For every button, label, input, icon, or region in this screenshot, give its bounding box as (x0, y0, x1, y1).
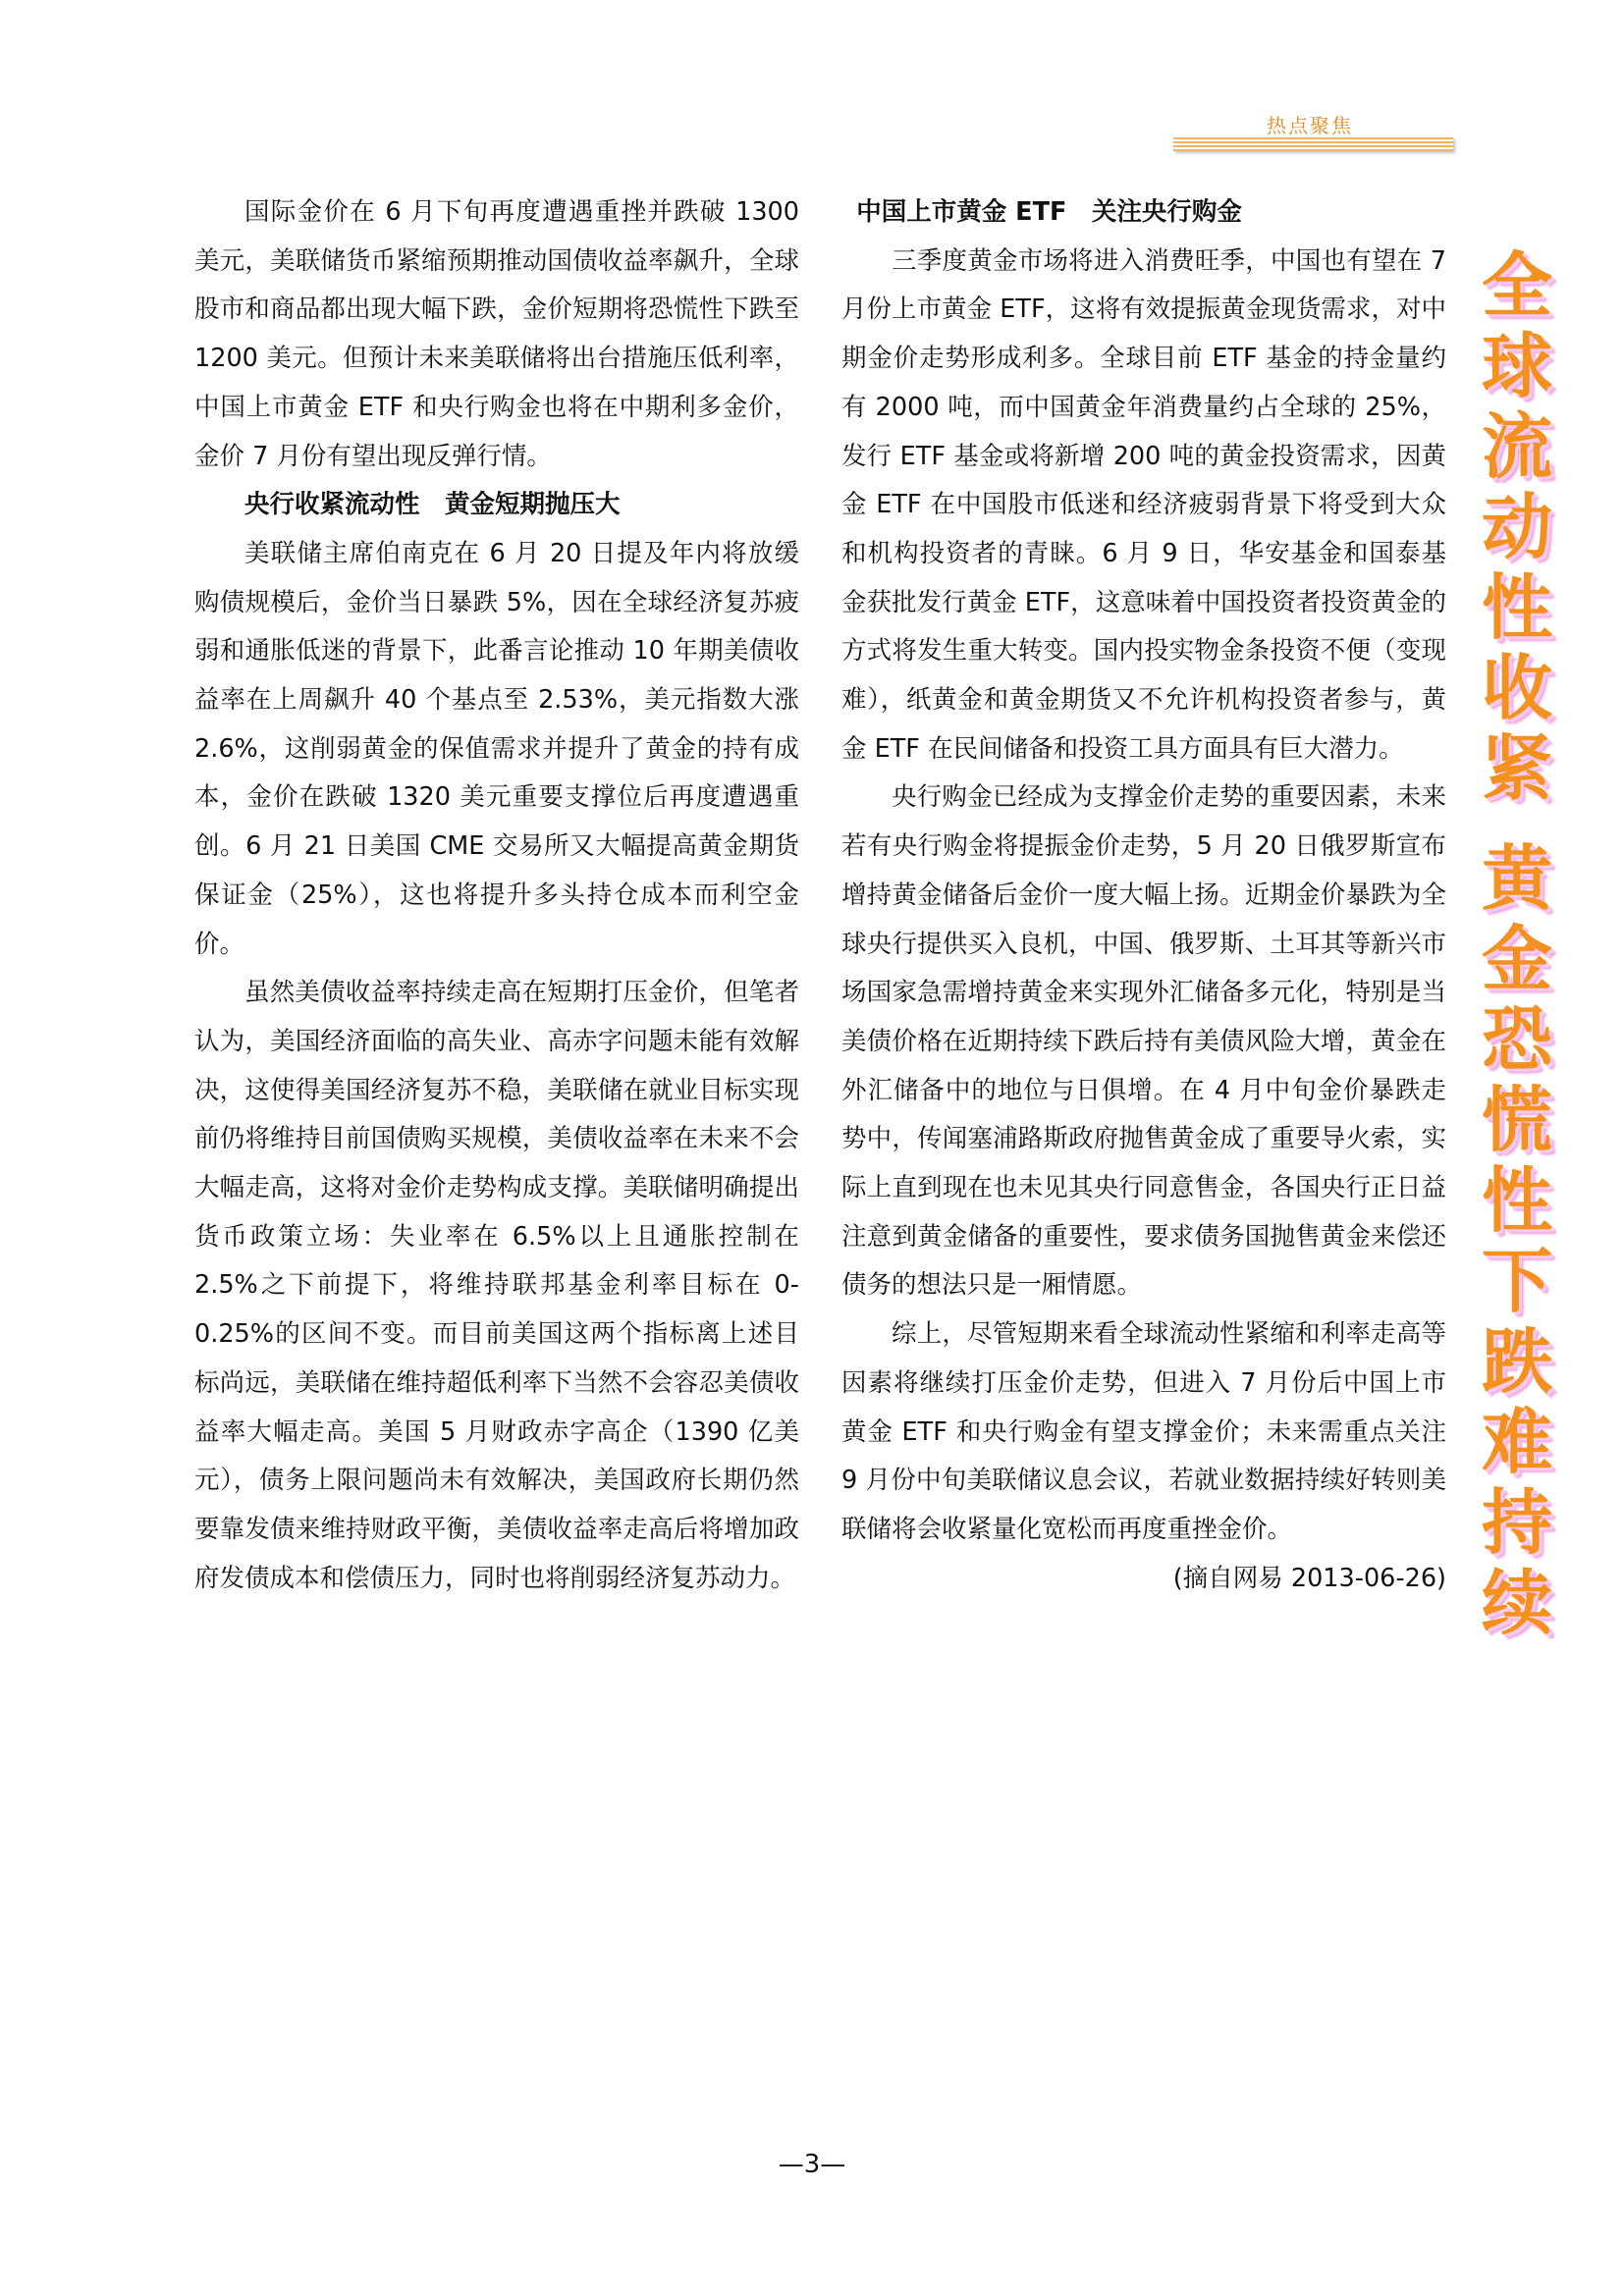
headline-char: 续 (1481, 1562, 1552, 1644)
left-paragraph-2: 美联储主席伯南克在 6 月 20 日提及年内将放缓购债规模后，金价当日暴跌 5%，因在全球经济复苏疲弱和通胀低迷的背景下，此番言论推动 10 年期美债收益率在上周飙升 40 个基点至 2.53%，美元指数大涨 2.6%，这削弱黄金的保值需求并提升了黄金的持有成本，金价在跌破 1320 美元重要支撑位后再度遭遇重创。6 月 21 日美国 CME 交易所又大幅提高黄金期货保证金（25%），这也将提升多头持仓成本而利空金价。 (194, 538, 799, 959)
left-paragraph-3: 虽然美债收益率持续走高在短期打压金价，但笔者认为，美国经济面临的高失业、高赤字问题未能有效解决，这使得美国经济复苏不稳，美联储在就业目标实现前仍将维持目前国债购买规模，美债收益率在未来不会大幅走高，这将对金价走势构成支撑。美联储明确提出货币政策立场：失业率在 6.5%以上且通胀控制在 2.5%之下前提下，将维持联邦基金利率目标在 0-0.25%的区间不变。而目前美国这两个指标离上述目标尚远，美联储在维持超低利率下当然不会容忍美债收益率大幅走高。美国 5 月财政赤字高企（1390 亿美元），债务上限问题尚未有效解决，美国政府长期仍然要靠发债来维持财政平衡，美债收益率走高后将增加政府发债成本和偿债压力，同时也将削弱经济复苏动力。 (194, 978, 799, 1593)
section-label: 热点聚焦 (1267, 114, 1353, 137)
headline-char: 恐 (1481, 998, 1552, 1081)
section-bar (1173, 137, 1453, 151)
headline-char: 慌 (1481, 1079, 1552, 1161)
headline-char: 性 (1481, 1159, 1552, 1242)
headline-char: 跌 (1481, 1320, 1552, 1403)
headline-char (1478, 809, 1556, 838)
headline-char: 下 (1481, 1240, 1552, 1322)
left-paragraph-1: 国际金价在 6 月下旬再度遭遇重挫并跌破 1300 美元，美联储货币紧缩预期推动国债收益率飙升，全球股市和商品都出现大幅下跌，金价短期将恐慌性下跌至 1200 美元。但预计未来美联储将出台措施压低利率，中国上市黄金 ETF 和央行购金也将在中期利多金价，金价 7 月份有望出现反弹行情。 (194, 197, 799, 471)
headline-char: 全 (1481, 244, 1552, 327)
headline-char: 流 (1481, 405, 1552, 488)
right-column (841, 188, 1446, 1603)
section-tag (1173, 110, 1453, 149)
headline-char: 金 (1481, 918, 1552, 1000)
headline-char: 球 (1481, 325, 1552, 407)
headline-char: 收 (1481, 647, 1552, 729)
headline-char: 动 (1481, 486, 1552, 568)
headline-char: 黄 (1481, 837, 1552, 920)
right-paragraph-1: 三季度黄金市场将进入消费旺季，中国也有望在 7 月份上市黄金 ETF，这将有效提振黄金现货需求，对中期金价走势形成利多。全球目前 ETF 基金的持金量约有 2000 吨，而中国黄金年消费量约占全球的 25%，发行 ETF 基金或将新增 200 吨的黄金投资需求，因黄金 ETF 在中国股市低迷和经济疲弱背景下将受到大众和机构投资者的青睐。6 月 9 日，华安基金和国泰基金获批发行黄金 ETF，这意味着中国投资者投资黄金的方式将发生重大转变。国内投实物金条投资不便（变现难），纸黄金和黄金期货又不允许机构投资者参与，黄金 ETF 在民间储备和投资工具方面具有巨大潜力。 (841, 245, 1446, 764)
right-paragraph-3 (841, 1310, 1446, 1593)
right-paragraph-3-text: 综上，尽管短期来看全球流动性紧缩和利率走高等因素将继续打压金价走势，但进入 7 月份后中国上市黄金 ETF 和央行购金有望支撑金价；未来需重点关注 9 月份中旬美联储议息会议，若就业数据持续好转则美联储将会收紧量化宽松而再度重挫金价。 (841, 1319, 1446, 1544)
page-number: —3— (778, 2150, 846, 2179)
left-subheading: 央行收紧流动性 黄金短期抛压大 (244, 490, 621, 520)
source-note: (摘自网易 2013-06-26) (1172, 1563, 1446, 1593)
headline-char: 难 (1481, 1401, 1552, 1483)
left-column (194, 188, 799, 1603)
headline-char: 紧 (1481, 727, 1552, 810)
right-paragraph-2: 央行购金已经成为支撑金价走势的重要因素，未来若有央行购金将提振金价走势，5 月 20 日俄罗斯宣布增持黄金储备后金价一度大幅上扬。近期金价暴跌为全球央行提供买入良机，中国、俄罗斯、土耳其等新兴市场国家急需增持黄金来实现外汇储备多元化，特别是当美债价格在近期持续下跌后持有美债风险大增，黄金在外汇储备中的地位与日俱增。在 4 月中旬金价暴跌走势中，传闻塞浦路斯政府抛售黄金成了重要导火索，实际上直到现在也未见其央行同意售金，各国央行正日益注意到黄金储备的重要性，要求债务国抛售黄金来偿还债务的想法只是一厢情愿。 (841, 782, 1446, 1301)
right-subheading: 中国上市黄金 ETF 关注央行购金 (856, 197, 1242, 227)
headline-char: 性 (1481, 566, 1552, 649)
vertical-headline (1478, 245, 1556, 1643)
headline-char: 持 (1481, 1481, 1552, 1564)
